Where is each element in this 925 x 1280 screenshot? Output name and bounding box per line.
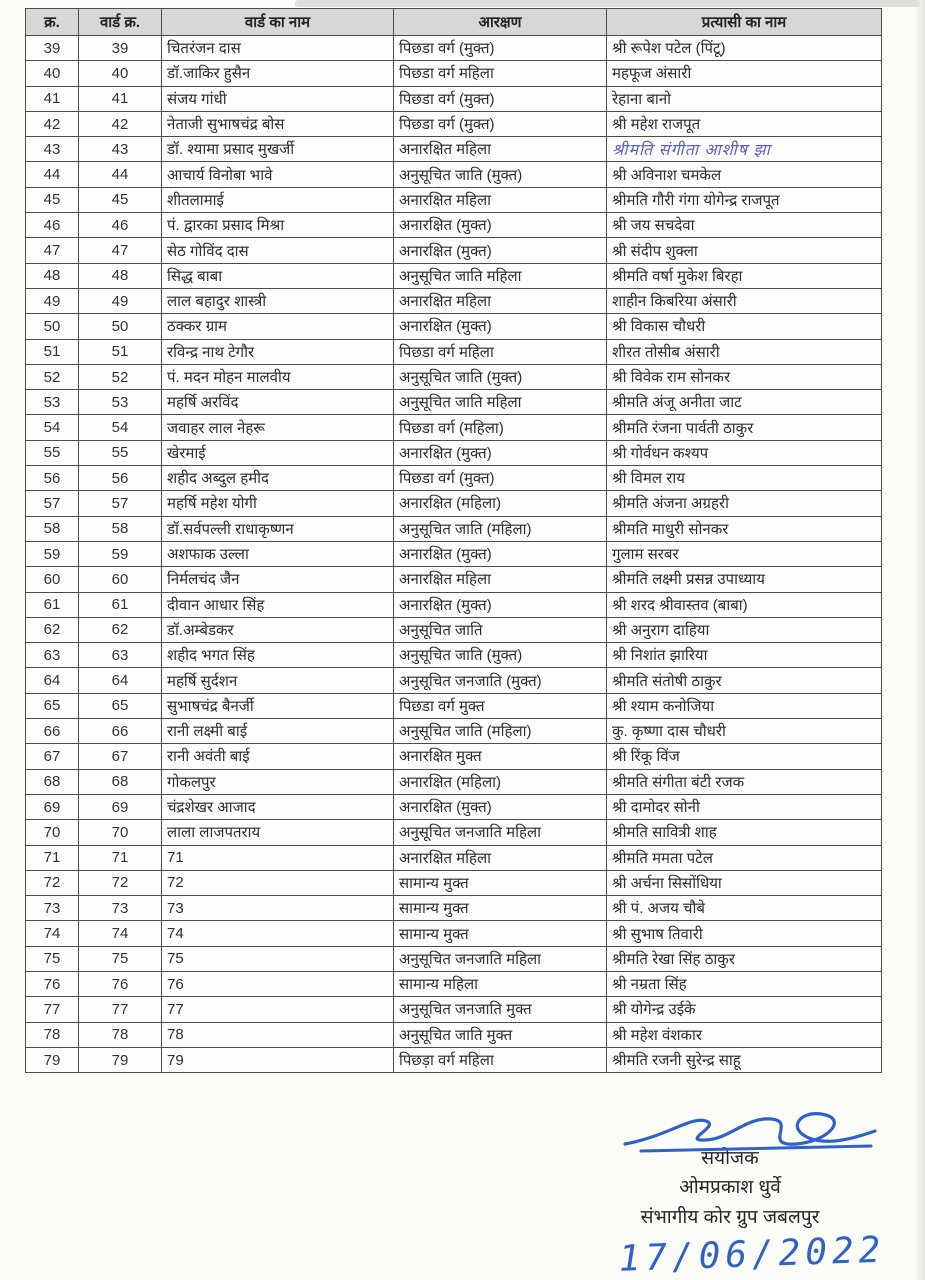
cell-reservation: पिछडा वर्ग (मुक्त) — [394, 36, 607, 61]
cell-ward-no: 57 — [79, 491, 162, 516]
cell-ward-name: आचार्य विनोबा भावे — [162, 162, 394, 187]
cell-candidate: श्रीमति माधुरी सोनकर — [607, 516, 882, 541]
cell-sno: 77 — [26, 997, 79, 1022]
cell-ward-no: 56 — [79, 466, 162, 491]
table-row — [26, 516, 882, 541]
cell-ward-no: 65 — [79, 693, 162, 718]
cell-reservation: पिछडा वर्ग (मुक्त) — [394, 86, 607, 111]
cell-sno: 68 — [26, 769, 79, 794]
cell-reservation: अनारक्षित (मुक्त) — [394, 314, 607, 339]
table-row — [26, 997, 882, 1022]
cell-reservation: अनुसूचित जाति मुक्त — [394, 1022, 607, 1047]
cell-sno: 53 — [26, 390, 79, 415]
cell-ward-no: 48 — [79, 263, 162, 288]
table-row — [26, 971, 882, 996]
table-row — [26, 415, 882, 440]
cell-candidate: श्री विकास चौधरी — [607, 314, 882, 339]
cell-sno: 47 — [26, 238, 79, 263]
cell-sno: 67 — [26, 744, 79, 769]
cell-reservation: अनारक्षित (मुक्त) — [394, 541, 607, 566]
table-row — [26, 339, 882, 364]
table-row — [26, 440, 882, 465]
cell-candidate: श्री जय सचदेवा — [607, 213, 882, 238]
cell-sno: 54 — [26, 415, 79, 440]
cell-ward-name: अशफाक उल्ला — [162, 541, 394, 566]
table-row — [26, 845, 882, 870]
cell-ward-no: 50 — [79, 314, 162, 339]
cell-candidate: श्री योगेन्द्र उईके — [607, 997, 882, 1022]
cell-ward-name: 79 — [162, 1047, 394, 1072]
table-row — [26, 314, 882, 339]
table-row — [26, 364, 882, 389]
cell-reservation: अनुसूचित जाति (मुक्त) — [394, 643, 607, 668]
cell-candidate: श्रीमति रजनी सुरेन्द्र साहू — [607, 1047, 882, 1072]
signatory-role: संयोजक — [701, 1148, 759, 1169]
table-row — [26, 769, 882, 794]
cell-ward-no: 71 — [79, 845, 162, 870]
table-row — [26, 541, 882, 566]
cell-candidate: श्री अनुराग दाहिया — [607, 617, 882, 642]
table-row — [26, 870, 882, 895]
cell-reservation: अनुसूचित जाति — [394, 617, 607, 642]
cell-ward-no: 59 — [79, 541, 162, 566]
cell-ward-no: 40 — [79, 61, 162, 86]
cell-reservation: अनारक्षित (महिला) — [394, 491, 607, 516]
cell-ward-no: 58 — [79, 516, 162, 541]
cell-candidate: कु. कृष्णा दास चौधरी — [607, 719, 882, 744]
table-header-row — [26, 9, 882, 36]
cell-ward-name: डॉ. श्यामा प्रसाद मुखर्जी — [162, 137, 394, 162]
cell-reservation: अनुसूचित जाति महिला — [394, 263, 607, 288]
table-row — [26, 1047, 882, 1072]
table-row — [26, 238, 882, 263]
cell-ward-name: महर्षि महेश योगी — [162, 491, 394, 516]
cell-ward-no: 60 — [79, 567, 162, 592]
cell-sno: 43 — [26, 137, 79, 162]
cell-sno: 39 — [26, 36, 79, 61]
cell-ward-no: 74 — [79, 921, 162, 946]
cell-ward-name: 73 — [162, 896, 394, 921]
cell-ward-no: 73 — [79, 896, 162, 921]
cell-reservation: अनारक्षित (मुक्त) — [394, 794, 607, 819]
cell-sno: 56 — [26, 466, 79, 491]
signatory-org: संभागीय कोर ग्रुप जबलपुर — [640, 1207, 820, 1228]
cell-ward-name: रविन्द्र नाथ टेगौर — [162, 339, 394, 364]
cell-ward-no: 62 — [79, 617, 162, 642]
cell-sno: 46 — [26, 213, 79, 238]
table-row — [26, 592, 882, 617]
signature-block — [545, 1108, 915, 1280]
table-row — [26, 693, 882, 718]
signatory-name: ओमप्रकाश धुर्वे — [679, 1177, 781, 1198]
cell-reservation: अनारक्षित महिला — [394, 567, 607, 592]
table-row — [26, 643, 882, 668]
cell-reservation: पिछडा वर्ग महिला — [394, 61, 607, 86]
cell-candidate: श्री दामोदर सोनी — [607, 794, 882, 819]
cell-ward-no: 55 — [79, 440, 162, 465]
cell-sno: 69 — [26, 794, 79, 819]
cell-candidate: श्रीमति लक्ष्मी प्रसन्न उपाध्याय — [607, 567, 882, 592]
cell-reservation: अनारक्षित महिला — [394, 288, 607, 313]
cell-candidate: श्रीमति अंजू अनीता जाट — [607, 390, 882, 415]
table-header — [26, 9, 882, 36]
cell-sno: 71 — [26, 845, 79, 870]
cell-reservation: सामान्य मुक्त — [394, 896, 607, 921]
table-row — [26, 390, 882, 415]
table-row — [26, 187, 882, 212]
cell-ward-name: लाला लाजपतराय — [162, 820, 394, 845]
cell-sno: 79 — [26, 1047, 79, 1072]
cell-sno: 50 — [26, 314, 79, 339]
cell-sno: 66 — [26, 719, 79, 744]
cell-sno: 48 — [26, 263, 79, 288]
cell-reservation: अनुसूचित जाति (मुक्त) — [394, 364, 607, 389]
cell-candidate: शीरत तोसीब अंसारी — [607, 339, 882, 364]
cell-reservation: सामान्य मुक्त — [394, 921, 607, 946]
cell-ward-no: 54 — [79, 415, 162, 440]
cell-reservation: पिछडा वर्ग महिला — [394, 339, 607, 364]
cell-candidate: श्री सुभाष तिवारी — [607, 921, 882, 946]
cell-reservation: अनुसूचित जनजाति मुक्त — [394, 997, 607, 1022]
cell-ward-name: 77 — [162, 997, 394, 1022]
cell-reservation: अनारक्षित (मुक्त) — [394, 213, 607, 238]
cell-ward-no: 52 — [79, 364, 162, 389]
header-ward-no: वार्ड क्र. — [79, 9, 162, 36]
cell-sno: 55 — [26, 440, 79, 465]
cell-ward-no: 63 — [79, 643, 162, 668]
cell-ward-no: 42 — [79, 111, 162, 136]
cell-ward-no: 47 — [79, 238, 162, 263]
table-row — [26, 466, 882, 491]
table-body — [26, 36, 882, 1073]
cell-reservation: अनारक्षित मुक्त — [394, 744, 607, 769]
cell-candidate: श्री निशांत झारिया — [607, 643, 882, 668]
cell-ward-name: सेठ गोविंद दास — [162, 238, 394, 263]
table-row — [26, 567, 882, 592]
cell-sno: 76 — [26, 971, 79, 996]
table-row — [26, 162, 882, 187]
cell-ward-name: ठक्कर ग्राम — [162, 314, 394, 339]
cell-ward-name: संजय गांधी — [162, 86, 394, 111]
cell-candidate: श्री महेश वंशकार — [607, 1022, 882, 1047]
cell-reservation: अनुसूचित जाति महिला — [394, 390, 607, 415]
cell-ward-no: 39 — [79, 36, 162, 61]
table-row — [26, 288, 882, 313]
cell-sno: 41 — [26, 86, 79, 111]
cell-ward-name: शीतलामाई — [162, 187, 394, 212]
cell-sno: 45 — [26, 187, 79, 212]
cell-sno: 62 — [26, 617, 79, 642]
cell-sno: 64 — [26, 668, 79, 693]
cell-ward-name: पं. मदन मोहन मालवीय — [162, 364, 394, 389]
scan-artifact-edge — [915, 0, 925, 1280]
cell-candidate: श्रीमति गौरी गंगा योगेन्द्र राजपूत — [607, 187, 882, 212]
table-row — [26, 617, 882, 642]
cell-ward-name: गोकलपुर — [162, 769, 394, 794]
cell-ward-no: 44 — [79, 162, 162, 187]
header-ward-name: वार्ड का नाम — [162, 9, 394, 36]
table-row — [26, 744, 882, 769]
cell-ward-name: सुभाषचंद्र बैनर्जी — [162, 693, 394, 718]
header-candidate: प्रत्यासी का नाम — [607, 9, 882, 36]
cell-candidate: श्रीमति संगीता आशीष झा — [607, 137, 882, 162]
cell-ward-no: 76 — [79, 971, 162, 996]
cell-ward-name: निर्मलचंद जैन — [162, 567, 394, 592]
cell-candidate: श्री अविनाश चमकेल — [607, 162, 882, 187]
cell-ward-name: सिद्ध बाबा — [162, 263, 394, 288]
cell-candidate: गुलाम सरबर — [607, 541, 882, 566]
cell-sno: 60 — [26, 567, 79, 592]
handwritten-date: 17/06/2022 — [617, 1229, 886, 1280]
table-row — [26, 794, 882, 819]
cell-sno: 65 — [26, 693, 79, 718]
cell-ward-no: 75 — [79, 946, 162, 971]
cell-ward-no: 72 — [79, 870, 162, 895]
cell-ward-no: 43 — [79, 137, 162, 162]
cell-reservation: पिछडा वर्ग (मुक्त) — [394, 466, 607, 491]
cell-candidate: श्री नम्रता सिंह — [607, 971, 882, 996]
cell-ward-no: 45 — [79, 187, 162, 212]
cell-ward-no: 67 — [79, 744, 162, 769]
cell-ward-name: पं. द्वारका प्रसाद मिश्रा — [162, 213, 394, 238]
signature-scribble — [613, 1108, 883, 1156]
cell-ward-no: 78 — [79, 1022, 162, 1047]
table-row — [26, 921, 882, 946]
cell-candidate: श्रीमति रंजना पार्वती ठाकुर — [607, 415, 882, 440]
cell-ward-name: शहीद अब्दुल हमीद — [162, 466, 394, 491]
cell-sno: 70 — [26, 820, 79, 845]
cell-reservation: अनारक्षित (मुक्त) — [394, 440, 607, 465]
cell-ward-name: रानी लक्ष्मी बाई — [162, 719, 394, 744]
cell-ward-name: 71 — [162, 845, 394, 870]
cell-sno: 78 — [26, 1022, 79, 1047]
cell-sno: 44 — [26, 162, 79, 187]
table-row — [26, 36, 882, 61]
cell-sno: 58 — [26, 516, 79, 541]
cell-ward-name: जवाहर लाल नेहरू — [162, 415, 394, 440]
cell-ward-no: 51 — [79, 339, 162, 364]
table-row — [26, 137, 882, 162]
table-row — [26, 719, 882, 744]
cell-sno: 51 — [26, 339, 79, 364]
cell-ward-name: दीवान आधार सिंह — [162, 592, 394, 617]
cell-ward-no: 69 — [79, 794, 162, 819]
table-row — [26, 491, 882, 516]
cell-reservation: अनारक्षित महिला — [394, 137, 607, 162]
cell-sno: 40 — [26, 61, 79, 86]
table-row — [26, 213, 882, 238]
cell-reservation: अनुसूचित जाति (मुक्त) — [394, 162, 607, 187]
cell-ward-name: डॉ.जाकिर हुसैन — [162, 61, 394, 86]
cell-reservation: अनारक्षित (मुक्त) — [394, 238, 607, 263]
cell-reservation: सामान्य मुक्त — [394, 870, 607, 895]
cell-ward-no: 70 — [79, 820, 162, 845]
cell-candidate: श्री शरद श्रीवास्तव (बाबा) — [607, 592, 882, 617]
cell-ward-no: 64 — [79, 668, 162, 693]
cell-reservation: सामान्य महिला — [394, 971, 607, 996]
cell-reservation: अनुसूचित जनजाति (मुक्त) — [394, 668, 607, 693]
cell-reservation: पिछडा वर्ग मुक्त — [394, 693, 607, 718]
ward-candidate-table — [25, 8, 882, 1073]
cell-sno: 74 — [26, 921, 79, 946]
cell-ward-no: 49 — [79, 288, 162, 313]
cell-reservation: अनुसूचित जाति (महिला) — [394, 719, 607, 744]
cell-candidate: श्री संदीप शुक्ला — [607, 238, 882, 263]
cell-ward-no: 68 — [79, 769, 162, 794]
cell-ward-name: 74 — [162, 921, 394, 946]
cell-ward-name: 76 — [162, 971, 394, 996]
cell-reservation: अनारक्षित (महिला) — [394, 769, 607, 794]
cell-reservation: अनुसूचित जनजाति महिला — [394, 820, 607, 845]
cell-ward-name: रानी अवंती बाई — [162, 744, 394, 769]
cell-candidate: शाहीन किबरिया अंसारी — [607, 288, 882, 313]
cell-ward-no: 77 — [79, 997, 162, 1022]
table-row — [26, 820, 882, 845]
cell-ward-name: शहीद भगत सिंह — [162, 643, 394, 668]
cell-ward-name: डॉ.सर्वपल्ली राधाकृष्णन — [162, 516, 394, 541]
header-sno: क्र. — [26, 9, 79, 36]
cell-candidate: श्री रिंकू विंज — [607, 744, 882, 769]
cell-candidate: श्रीमति रेखा सिंह ठाकुर — [607, 946, 882, 971]
cell-candidate: श्रीमति अंजना अग्रहरी — [607, 491, 882, 516]
cell-sno: 49 — [26, 288, 79, 313]
table-row — [26, 1022, 882, 1047]
cell-sno: 52 — [26, 364, 79, 389]
cell-sno: 57 — [26, 491, 79, 516]
cell-ward-name: 78 — [162, 1022, 394, 1047]
cell-ward-name: डॉ.अम्बेडकर — [162, 617, 394, 642]
cell-candidate: श्री अर्चना सिसोंधिया — [607, 870, 882, 895]
cell-candidate: श्री महेश राजपूत — [607, 111, 882, 136]
table-row — [26, 896, 882, 921]
cell-candidate: श्री पं. अजय चौबे — [607, 896, 882, 921]
cell-ward-name: 75 — [162, 946, 394, 971]
cell-reservation: पिछड़ा वर्ग महिला — [394, 1047, 607, 1072]
cell-reservation: पिछडा वर्ग (मुक्त) — [394, 111, 607, 136]
scan-artifact-smudge — [295, 0, 920, 7]
cell-ward-name: नेताजी सुभाषचंद्र बोस — [162, 111, 394, 136]
cell-ward-name: महर्षि सुर्दशन — [162, 668, 394, 693]
cell-ward-name: खेरमाई — [162, 440, 394, 465]
cell-candidate: श्रीमति संतोषी ठाकुर — [607, 668, 882, 693]
cell-candidate: श्रीमति ममता पटेल — [607, 845, 882, 870]
cell-sno: 73 — [26, 896, 79, 921]
header-reservation: आरक्षण — [394, 9, 607, 36]
cell-sno: 63 — [26, 643, 79, 668]
cell-reservation: अनारक्षित (मुक्त) — [394, 592, 607, 617]
cell-reservation: पिछडा वर्ग (महिला) — [394, 415, 607, 440]
cell-sno: 61 — [26, 592, 79, 617]
cell-ward-name: 72 — [162, 870, 394, 895]
cell-candidate: रेहाना बानो — [607, 86, 882, 111]
table-row — [26, 263, 882, 288]
table-row — [26, 61, 882, 86]
table-row — [26, 668, 882, 693]
cell-ward-no: 53 — [79, 390, 162, 415]
cell-candidate: श्री विवेक राम सोनकर — [607, 364, 882, 389]
cell-sno: 75 — [26, 946, 79, 971]
cell-ward-name: महर्षि अरविंद — [162, 390, 394, 415]
cell-reservation: अनुसूचित जनजाति महिला — [394, 946, 607, 971]
cell-candidate: महफूज अंसारी — [607, 61, 882, 86]
cell-ward-no: 79 — [79, 1047, 162, 1072]
cell-candidate: श्री गोर्वधन कश्यप — [607, 440, 882, 465]
cell-reservation: अनारक्षित महिला — [394, 845, 607, 870]
cell-reservation: अनुसूचित जाति (महिला) — [394, 516, 607, 541]
cell-ward-name: चंद्रशेखर आजाद — [162, 794, 394, 819]
table-row — [26, 946, 882, 971]
cell-ward-no: 46 — [79, 213, 162, 238]
table-row — [26, 111, 882, 136]
cell-sno: 59 — [26, 541, 79, 566]
table-row — [26, 86, 882, 111]
cell-candidate: श्रीमति वर्षा मुकेश बिरहा — [607, 263, 882, 288]
cell-ward-name: चितरंजन दास — [162, 36, 394, 61]
cell-reservation: अनारक्षित महिला — [394, 187, 607, 212]
cell-ward-name: लाल बहादुर शास्त्री — [162, 288, 394, 313]
cell-sno: 72 — [26, 870, 79, 895]
cell-candidate: श्री रूपेश पटेल (पिंटू) — [607, 36, 882, 61]
cell-candidate: श्रीमति संगीता बंटी रजक — [607, 769, 882, 794]
cell-candidate: श्री श्याम कनोजिया — [607, 693, 882, 718]
cell-ward-no: 61 — [79, 592, 162, 617]
cell-sno: 42 — [26, 111, 79, 136]
cell-candidate: श्री विमल राय — [607, 466, 882, 491]
cell-candidate: श्रीमति सावित्री शाह — [607, 820, 882, 845]
cell-ward-no: 66 — [79, 719, 162, 744]
cell-ward-no: 41 — [79, 86, 162, 111]
